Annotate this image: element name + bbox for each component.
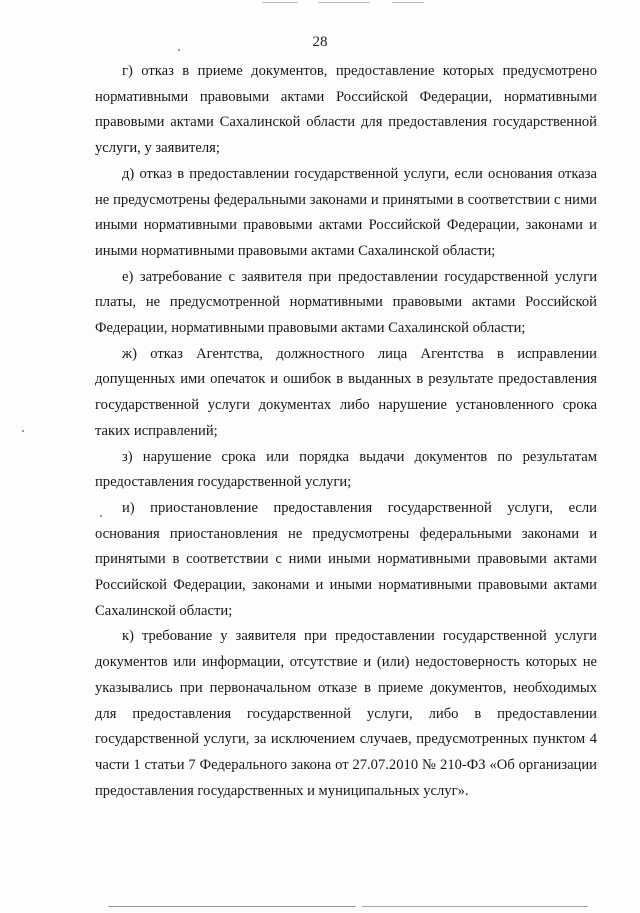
scan-edge-mark <box>392 2 424 3</box>
scan-edge-mark <box>262 2 298 3</box>
paragraph-z: з) нарушение срока или порядка выдачи документов по результатам предоставления государственной услуги; <box>95 448 597 491</box>
paragraph-k: к) требование у заявителя при предоставлении государственной услуги документов или информации, отсутствие и (или) недостоверность которых не указывались при первоначальном отказе в приеме документов, необходимых для предоставления государственной услуги, либо в предоставлении государственной услуги, за исключением случаев, предусмотренных пунктом 4 части 1 статьи 7 Федерального закона от 27.07.2010 № 210-ФЗ «Об организации предоставления государственных и муниципальных услуг». <box>95 628 597 799</box>
paragraph-i: и) приостановление предоставления государственной услуги, если основания приостановления не предусмотрены федеральными законами и принятыми в соответствии с ними иными нормативными правовыми актами Российской Федерации, законами и иными нормативными правовыми актами Сахалинской области; <box>95 499 597 619</box>
paragraph-d: д) отказ в предоставлении государственной услуги, если основания отказа не предусмотрены федеральными законами и принятыми в соответствии с ними иными нормативными правовыми актами Российской Федерации, законами и иными нормативными правовыми актами Сахалинской области; <box>95 165 597 259</box>
document-body <box>95 59 597 804</box>
paragraph-g: г) отказ в приеме документов, предоставление которых предусмотрено нормативными правовыми актами Российской Федерации, нормативными правовыми актами Сахалинской области для предоставления государственной услуги, у заявителя; <box>95 63 597 157</box>
scan-speck <box>22 430 24 432</box>
paragraph-e: е) затребование с заявителя при предоставлении государственной услуги платы, не предусмотренной нормативными правовыми актами Российской Федерации, нормативными правовыми актами Сахалинской области; <box>95 268 597 337</box>
scan-edge-mark <box>362 906 588 907</box>
paragraph-zh: ж) отказ Агентства, должностного лица Агентства в исправлении допущенных ими опечаток и ошибок в выданных в результате предоставления государственной услуги документах либо нарушение установленного срока таких исправлений; <box>95 345 597 439</box>
scan-edge-mark <box>318 2 370 3</box>
page-number: 28 <box>312 34 328 50</box>
scan-edge-mark <box>108 906 356 907</box>
